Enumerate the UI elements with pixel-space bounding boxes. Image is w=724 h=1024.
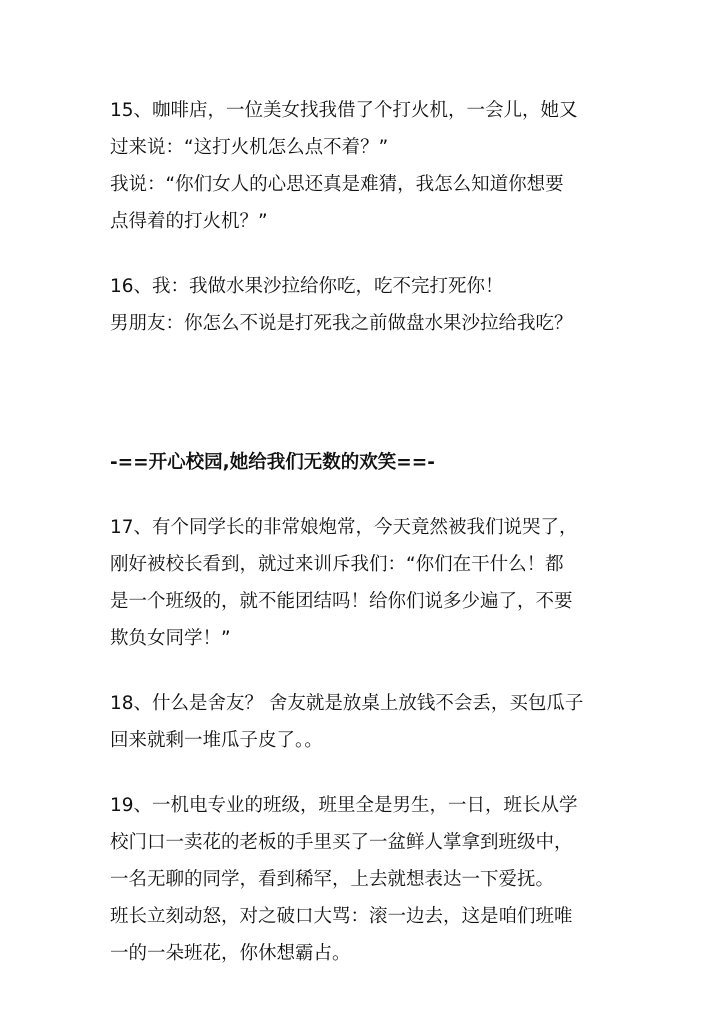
document-page [110, 92, 615, 1000]
text-line: 16、我：我做水果沙拉给你吃，吃不完打死你！ [110, 276, 504, 297]
joke-18 [110, 685, 615, 759]
text-line: 刚好被校长看到，就过来训斥我们：“你们在干什么！都 [110, 554, 564, 575]
text-line: 回来就剩一堆瓜子皮了。。 [110, 730, 323, 751]
text-line: 18、什么是舍友？ 舍友就是放桌上放钱不会丢，买包瓜子 [110, 693, 584, 714]
text-line: 校门口一卖花的老板的手里买了一盆鲜人掌拿到班级中， [110, 832, 573, 853]
text-line: 点得着的打火机？” [110, 211, 268, 232]
text-line: 欺负女同学！” [110, 628, 231, 649]
text-line: 是一个班级的，就不能团结吗！给你们说多少遍了，不要 [110, 591, 573, 612]
text-line: 19、一机电专业的班级，班里全是男生，一日，班长从学 [110, 795, 578, 816]
text-line: 一的一朵班花，你休想霸占。 [110, 943, 351, 964]
joke-19 [110, 787, 615, 972]
joke-17 [110, 509, 615, 657]
joke-16 [110, 268, 615, 342]
text-line: 班长立刻动怒，对之破口大骂：滚一边去，这是咱们班唯 [110, 906, 573, 927]
text-line: 一名无聊的同学，看到稀罕，上去就想表达一下爱抚。 [110, 869, 555, 890]
section-heading: -==开心校园,她给我们无数的欢笑==- [110, 452, 435, 473]
text-line: 男朋友：你怎么不说是打死我之前做盘水果沙拉给我吃？ [110, 313, 573, 334]
text-line: 17、有个同学长的非常娘炮常，今天竟然被我们说哭了， [110, 517, 578, 538]
text-line: 15、咖啡店，一位美女找我借了个打火机，一会儿，她又 [110, 100, 578, 121]
text-line: 我说：“你们女人的心思还真是难猜，我怎么知道你想要 [110, 174, 564, 195]
section-spacer [110, 370, 615, 444]
joke-15 [110, 92, 615, 240]
text-line: 过来说：“这打火机怎么点不着？” [110, 137, 389, 158]
